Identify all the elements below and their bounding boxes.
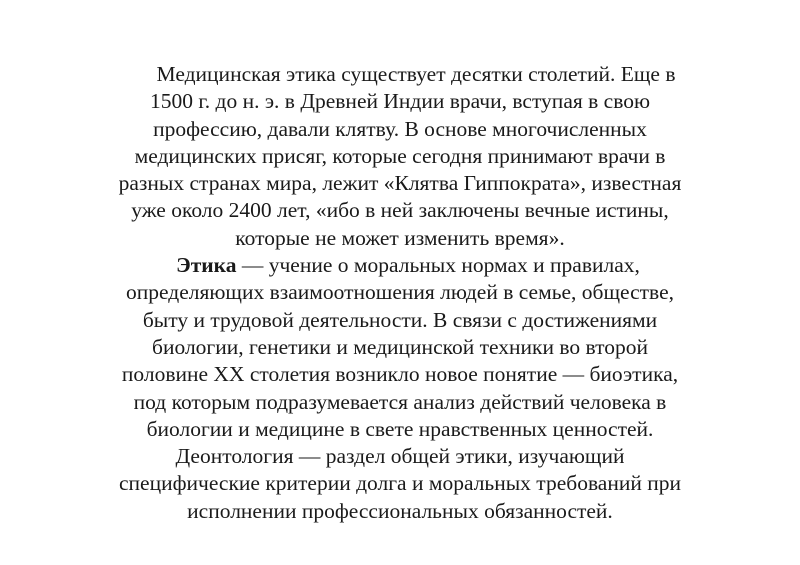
paragraph2-first-line <box>40 252 760 279</box>
paragraph2-line-7: биологии и медицине в свете нравственных ценностей. <box>146 416 654 441</box>
paragraph1-line-2: 1500 г. до н. э. в Древней Индии врачи, вступая в свою <box>149 89 651 114</box>
paragraph1-line-4: медицинских присяг, которые сегодня принимают врачи в <box>134 143 666 168</box>
paragraph1-line-7: которые не может изменить время». <box>235 225 565 250</box>
paragraph2-line-6: под которым подразумевается анализ действий человека в <box>133 389 667 414</box>
paragraph2-line-2: определяющих взаимоотношения людей в семье, обществе, <box>126 280 674 305</box>
paragraph1-line-6: уже около 2400 лет, «ибо в ней заключены вечные истины, <box>131 198 669 223</box>
paragraph2-line-9: специфические критерии долга и моральных требований при <box>118 471 682 496</box>
paragraph1-line-3: профессию, давали клятву. В основе многочисленных <box>153 116 647 141</box>
paragraph2-line-10: исполнении профессиональных обязанностей. <box>187 498 613 523</box>
paragraph2-line-3: быту и трудовой деятельности. В связи с достижениями <box>142 307 658 332</box>
paragraph2-line-8: Деонтология — раздел общей этики, изучающий <box>175 444 625 469</box>
text-block <box>40 61 760 525</box>
paragraph2-line-4: биологии, генетики и медицинской техники во второй <box>152 334 648 359</box>
paragraph1-line-5: разных странах мира, лежит «Клятва Гиппократа», известная <box>118 171 682 196</box>
paragraph2-line-5: половине XX столетия возникло новое понятие — биоэтика, <box>121 362 679 387</box>
term-ethics: Этика <box>176 253 237 278</box>
paragraph2-first-line-rest: — учение о моральных нормах и правилах, <box>236 253 640 278</box>
paragraph1-line-1: Медицинская этика существует десятки столетий. Еще в <box>156 62 676 86</box>
